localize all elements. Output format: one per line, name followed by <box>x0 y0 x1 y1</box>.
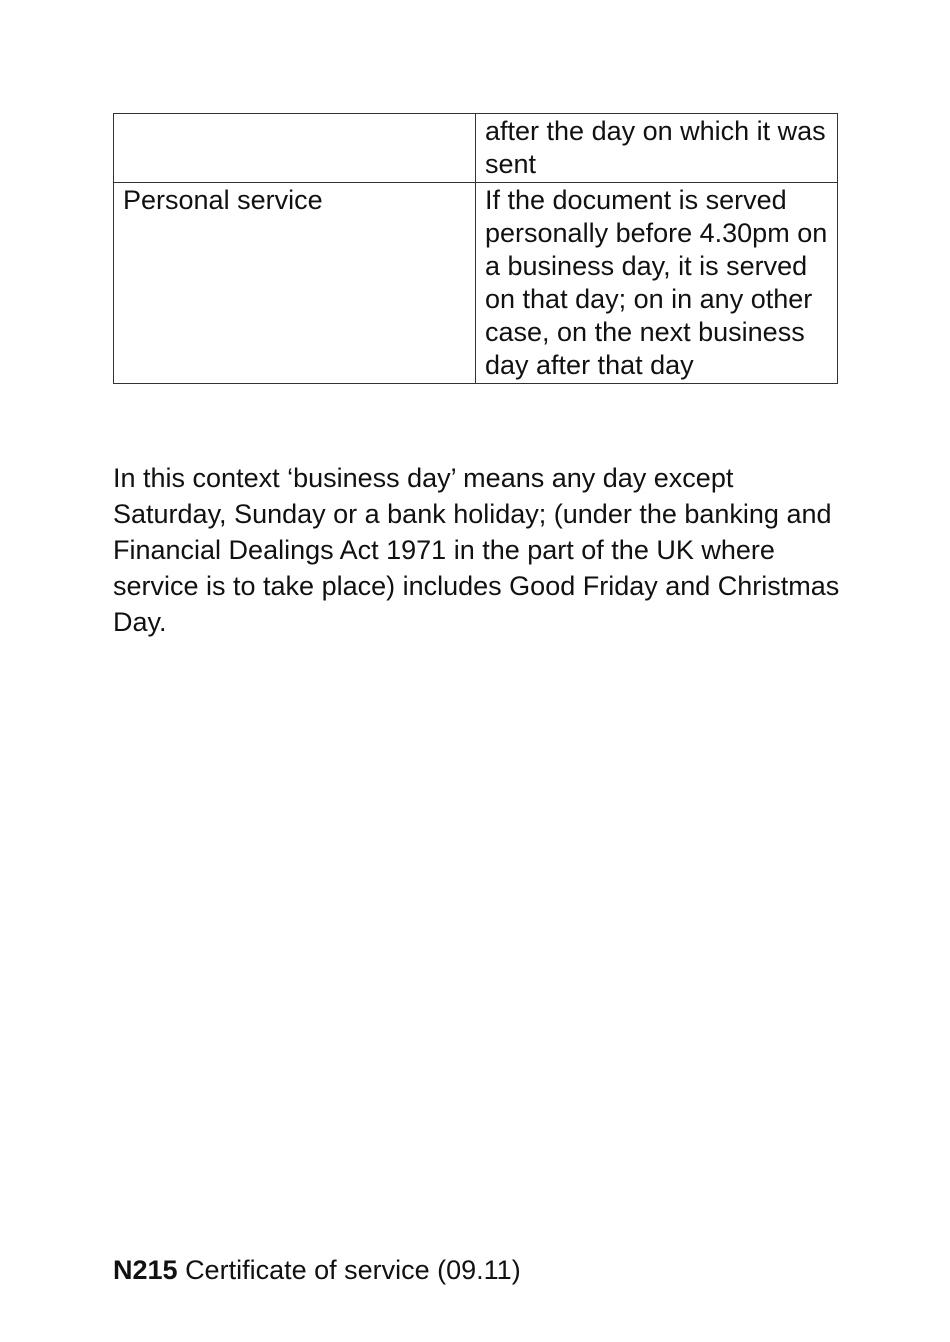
method-cell <box>114 114 476 183</box>
table-row <box>114 183 838 384</box>
service-timing-table <box>113 113 838 384</box>
deemed-service-cell: after the day on which it was sent <box>476 114 838 183</box>
deemed-service-cell: If the document is served personally before 4.30pm on a business day, it is served on that day; on in any other case, on the next business day after that day <box>476 183 838 384</box>
form-code: N215 <box>113 1255 178 1285</box>
form-title: Certificate of service (09.11) <box>185 1255 521 1285</box>
form-footer <box>113 1252 521 1288</box>
table-row <box>114 114 838 183</box>
business-day-definition: In this context ‘business day’ means any day except Saturday, Sunday or a bank holiday; (under the banking and Financial Dealings Act 1971 in the part of the UK where service is to take place) includes Good Friday and Christmas Day. <box>113 463 840 637</box>
method-cell: Personal service <box>114 183 476 384</box>
